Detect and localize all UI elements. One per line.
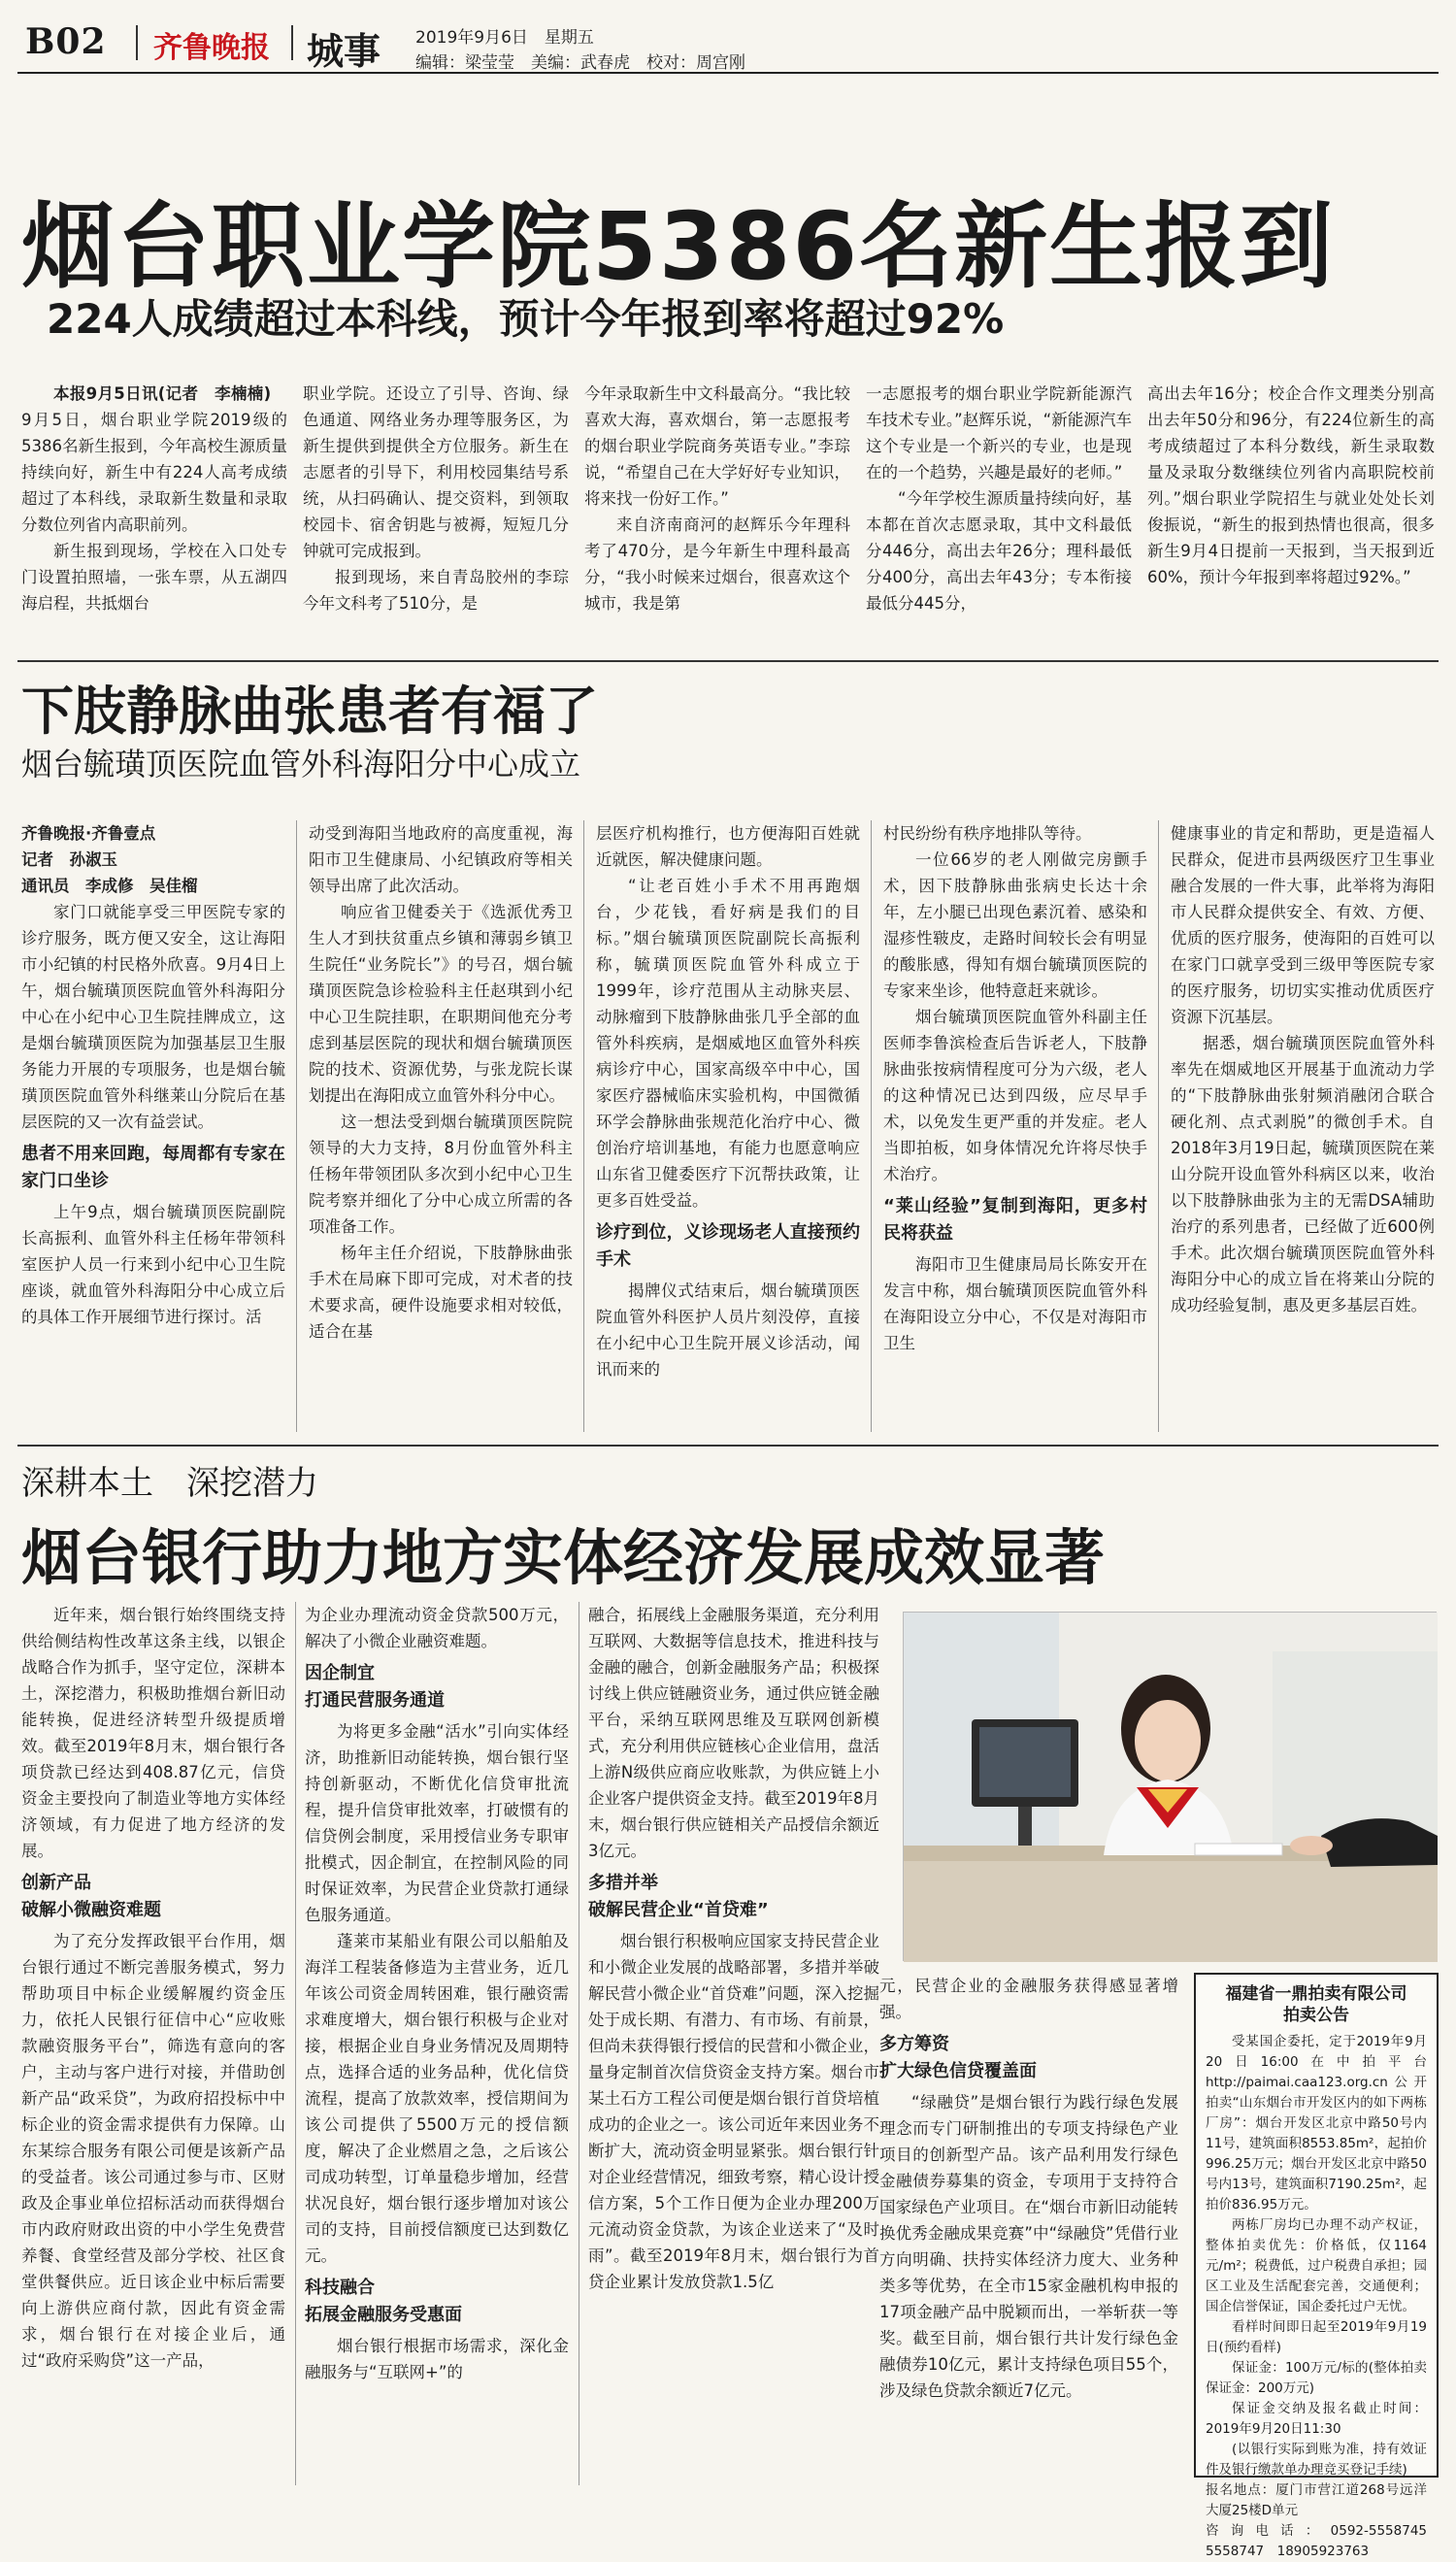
article2-headline: 下肢静脉曲张患者有福了 bbox=[21, 681, 598, 742]
article1-column: 职业学院。还设立了引导、咨询、绿色通道、网络业务办理等服务区，为新生提供到提供全方位服务。新生在志愿者的引导下，利用校园集结号系统，从扫码确认、提交资料，到领取校园卡、宿舍钥匙与被褥，短短几分钟就可完成报到。 报到现场，来自青岛胶州的李琮今年文科考了510分，是 bbox=[303, 384, 569, 613]
section-name: 城事 bbox=[307, 30, 381, 73]
bank-counter-photo bbox=[903, 1612, 1437, 1961]
newspaper-logo: 齐鲁晚报 bbox=[153, 31, 270, 65]
article2-column: 动受到海阳当地政府的高度重视，海阳市卫生健康局、小纪镇政府等相关领导出席了此次活动。 响应省卫健委关于《选派优秀卫生人才到扶贫重点乡镇和薄弱乡镇卫生院任“业务院长”》的号召，烟台毓璜顶医院急诊检验科主任赵琪到小纪中心卫生院挂职，在职期间他充分考虑到基层医院的现状和烟台毓璜顶医院的技术、资源优势，与张龙院长谋划提出在海阳成立血管外科分中心。 这一想法受到烟台毓璜顶医院院领导的大力支持，8月份血管外科主任杨年带领团队多次到小纪中心卫生院考察并细化了分中心成立所需的各项准备工作。 杨年主任介绍说，下肢静脉曲张手术在局麻下即可完成，对术者的技术要求高，硬件设施要求相对较低，适合在基 bbox=[309, 824, 573, 1341]
article1-subheadline: 224人成绩超过本科线，预计今年报到率将超过92% bbox=[47, 295, 1005, 343]
editors-credit: 编辑：梁莹莹 美编：武春虎 校对：周宫刚 bbox=[415, 53, 745, 73]
section-divider bbox=[17, 660, 1439, 662]
page-number: B02 bbox=[25, 21, 107, 62]
article1-headline: 烟台职业学院5386名新生报到 bbox=[21, 192, 1336, 301]
article3-kicker: 深耕本土 深挖潜力 bbox=[21, 1464, 318, 1503]
article2-column: 健康事业的肯定和帮助，更是造福人民群众，促进市县两级医疗卫生事业融合发展的一件大事，此举将为海阳市人民群众提供安全、有效、方便、优质的医疗服务，使海阳的百姓可以在家门口就享受到三级甲等医院专家的医疗服务，切切实实推动优质医疗资源下沉基层。 据悉，烟台毓璜顶医院血管外科率先在烟威地区开展基于血流动力学的“下肢静脉曲张射频消融闭合联合硬化剂、点式剥脱”的微创手术。自2018年3月19日起，毓璜顶医院在莱山分院开设血管外科病区以来，收治以下肢静脉曲张为主的无需DSA辅助治疗的系列患者，已经做了近600例手术。此次烟台毓璜顶医院血管外科海阳分中心的成立旨在将莱山分院的成功经验复制，惠及更多基层百姓。 bbox=[1171, 824, 1435, 1314]
article2-column: 村民纷纷有秩序地排队等待。 一位66岁的老人刚做完房颤手术，因下肢静脉曲张病史长达十余年，左小腿已出现色素沉着、感染和湿疹性皲皮，走路时间较长会有明显的酸胀感，得知有烟台毓璜顶医院的专家来坐诊，他特意赶来就诊。 烟台毓璜顶医院血管外科副主任医师李鲁滨检查后告诉老人，下肢静脉曲张按病情程度可分为六级，老人的这种情况已达到四级，应尽早手术，以免发生更严重的并发症。老人当即拍板，如身体情况允许将尽快手术治疗。 “莱山经验”复制到海阳，更多村民将获益 海阳市卫生健康局局长陈安开在发言中称，烟台毓璜顶医院血管外科在海阳设立分中心，不仅是对海阳市卫生 bbox=[883, 824, 1147, 1352]
article2-column: 齐鲁晚报·齐鲁壹点 记者 孙淑玉 通讯员 李成修 吴佳榴 家门口就能享受三甲医院专家的诊疗服务，既方便又安全，这让海阳市小纪镇的村民格外欣喜。9月4日上午，烟台毓璜顶医院血管外科海阳分中心在小纪中心卫生院挂牌成立，这是烟台毓璜顶医院为加强基层卫生服务能力开展的专项服务，也是烟台毓璜顶医院血管外科继莱山分院后在基层医院的又一次有益尝试。 患者不用来回跑，每周都有专家在家门口坐诊 上午9点，烟台毓璜顶医院副院长高振利、血管外科主任杨年带领科室医护人员一行来到小纪中心卫生院座谈，就血管外科海阳分中心成立后的具体工作开展细节进行探讨。活 bbox=[21, 824, 285, 1326]
article3-column: 为企业办理流动资金贷款500万元，解决了小微企业融资难题。 因企制宜 打通民营服务通道 为将更多金融“活水”引向实体经济，助推新旧动能转换，烟台银行坚持创新驱动，不断优化信贷审批流程，提升信贷审批效率，打破惯有的信贷例会制度，采用授信业务专职审批模式，因企制宜，在控制风险的同时保证效率，为民营企业贷款打通绿色服务通道。 蓬莱市某船业有限公司以船舶及海洋工程装备修造为主营业务，近几年该公司资金周转困难，银行融资需求难度增大，烟台银行积极与企业对接，根据企业自身业务情况及周期特点，选择合适的业务品种，优化信贷流程，提高了放款效率，授信期间为该公司提供了5500万元的授信额度，解决了企业燃眉之急，之后该公司成功转型，订单量稳步增加，经营状况良好，烟台银行逐步增加对该公司的支持，目前授信额度已达到数亿元。 科技融合 拓展金融服务受惠面 烟台银行根据市场需求，深化金融服务与“互联网+”的 bbox=[305, 1606, 569, 2381]
column-rule bbox=[1158, 820, 1159, 1432]
auction-company: 福建省一鼎拍卖有限公司 bbox=[1225, 1984, 1407, 2004]
auction-notice bbox=[1194, 1973, 1440, 2559]
column-rule bbox=[871, 820, 872, 1432]
masthead-divider bbox=[136, 25, 138, 60]
column-rule bbox=[583, 820, 584, 1432]
article2-subheadline: 烟台毓璜顶医院血管外科海阳分中心成立 bbox=[21, 746, 581, 782]
bank-teller-illustration bbox=[904, 1613, 1438, 1962]
article3-column: 元，民营企业的金融服务获得感显著增强。 多方筹资 扩大绿色信贷覆盖面 “绿融贷”是烟台银行为践行绿色发展理念而专门研制推出的专项支持绿色产业项目的创新型产品。该产品利用发行绿色金融债券募集的资金，专项用于支持符合国家绿色产业项目。在“烟台市新旧动能转换优秀金融成果竞赛”中“绿融贷”凭借行业方向明确、扶持实体经济力度大、业务种类多等优势，在全市15家金融机构申报的17项金融产品中脱颖而出，一举斩获一等奖。截至目前，烟台银行共计发行绿色金融债券10亿元，累计支持绿色项目55个，涉及绿色贷款余额近7亿元。 bbox=[879, 1977, 1178, 2400]
issue-date: 2019年9月6日 星期五 bbox=[415, 28, 594, 48]
article1-column: 今年录取新生中文科最高分。“我比较喜欢大海，喜欢烟台，第一志愿报考的烟台职业学院商务英语专业。”李琮说，“希望自己在大学好好专业知识，将来找一份好工作。” 来自济南商河的赵辉乐今年理科考了470分，是今年新生中理科最高分，“我小时候来过烟台，很喜欢这个城市，我是第 bbox=[584, 384, 850, 613]
article3-column: 近年来，烟台银行始终围绕支持供给侧结构性改革这条主线，以银企战略合作为抓手，坚守定位，深耕本土，深挖潜力，积极助推烟台新旧动能转换，促进经济转型升级提质增效。截至2019年8月末，烟台银行各项贷款已经达到408.87亿元，信贷资金主要投向了制造业等地方实体经济领域，有力促进了地方经济的发展。 创新产品 破解小微融资难题 为了充分发挥政银平台作用，烟台银行通过不断完善服务模式，努力帮助项目中标企业缓解履约资金压力，依托人民银行征信中心“应收账款融资服务平台”，筛选有意向的客户，主动与客户进行对接，并借助创新产品“政采贷”，为政府招投标中中标企业的资金需求提供有力保障。山东某综合服务有限公司便是该新产品的受益者。该公司通过参与市、区财政及企事业单位招标活动而获得烟台市内政府财政出资的中小学生免费营养餐、食堂经营及部分学校、社区食堂供餐供应。近日该企业中标后需要向上游供应商付款，因此有资金需求，烟台银行在对接企业后，通过“政府采购贷”这一产品， bbox=[21, 1606, 285, 2370]
article1-column: 本报9月5日讯(记者 李楠楠) 9月5日，烟台职业学院2019级的5386名新生报到，今年高校生源质量持续向好，新生中有224人高考成绩超过了本科线，录取新生数量和录取分数位列省内高职前列。 新生报到现场，学校在入口处专门设置拍照墙，一张车票，从五湖四海启程，共抵烟台 bbox=[21, 384, 288, 613]
column-rule bbox=[296, 820, 297, 1432]
article1-column: 一志愿报考的烟台职业学院新能源汽车技术专业。”赵辉乐说，“新能源汽车这个专业是一个新兴的专业，也是现在的一个趋势，兴趣是最好的老师。” “今年学校生源质量持续向好，基本都在首次志愿录取，其中文科最低分446分，高出去年26分；理科最低分400分，高出去年43分；专本衔接最低分445分， bbox=[866, 384, 1132, 613]
article2-column: 层医疗机构推行，也方便海阳百姓就近就医，解决健康问题。 “让老百姓小手术不用再跑烟台，少花钱，看好病是我们的目标。”烟台毓璜顶医院副院长高振利称，毓璜顶医院血管外科成立于1999年，诊疗范围从主动脉夹层、动脉瘤到下肢静脉曲张几乎全部的血管外科疾病，是烟威地区血管外科疾病诊疗中心，国家高级卒中中心，国家医疗器械临床实验机构，中国微循环学会静脉曲张规范化治疗中心、微创治疗培训基地，有能力也愿意响应山东省卫健委医疗下沉帮扶政策，让更多百姓受益。 诊疗到位，义诊现场老人直接预约手术 揭牌仪式结束后，烟台毓璜顶医院血管外科医护人员片刻没停，直接在小纪中心卫生院开展义诊活动，闻讯而来的 bbox=[596, 824, 860, 1379]
article3-headline: 烟台银行助力地方实体经济发展成效显著 bbox=[21, 1522, 1106, 1593]
column-rule bbox=[295, 1602, 296, 2485]
auction-notice-title: 拍卖公告 bbox=[1283, 2006, 1349, 2025]
auction-notice-body: 受某国企委托，定于2019年9月20日16:00在中拍平台http://paimai.caa123.org.cn公开拍卖“山东烟台市开发区内的如下两栋厂房”：烟台开发区北京中路50号内11号，建筑面积8553.85m²，起拍价996.25万元；烟台开发区北京中路50号内13号，建筑面积7190.25m²，起拍价836.95万元。 两栋厂房均已办理不动产权证，整体拍卖优先：价格低，仅1164元/m²；税费低，过户税费自承担；园区工业及生活配套完善，交通便利；国企信誉保证，国企委托过户无忧。 看样时间即日起至2019年9月19日(预约看样) 保证金：100万元/标的(整体拍卖保证金：200万元) 保证金交纳及报名截止时间：2019年9月20日11:30 (以银行实际到账为准，持有效证件及银行缴款单办理竞买登记手续) 报名地点：厦门市营江道268号远洋大厦25楼D单元 咨询电话：0592-5558745 5558747 18905923763 bbox=[1206, 2034, 1440, 2559]
article1-column: 高出去年16分；校企合作文理类分别高出去年50分和96分，有224位新生的高考成绩超过了本科分数线，新生录取数量及录取分数继续位列省内高职院校前列。”烟台职业学院招生与就业处处长刘俊振说，“新生的报到热情也很高，很多新生9月4日提前一天报到，当天报到近60%，预计今年报到率将超过92%。” bbox=[1147, 384, 1435, 586]
masthead-divider bbox=[291, 25, 293, 60]
article3-column: 融合，拓展线上金融服务渠道，充分利用互联网、大数据等信息技术，推进科技与金融的融合，创新金融服务产品；积极探讨线上供应链融资业务，通过供应链金融平台，采纳互联网思维及互联网创新模式，充分利用供应链核心企业信用，盘活上游N级供应商应收账款，为供应链上小企业客户提供资金支持。截至2019年8月末，烟台银行供应链相关产品授信余额近3亿元。 多措并举 破解民营企业“首贷难” 烟台银行积极响应国家支持民营企业和小微企业发展的战略部署，多措并举破解民营小微企业“首贷难”问题，深入挖掘处于成长期、有潜力、有市场、有前景，但尚未获得银行授信的民营和小微企业，量身定制首次信贷资金支持方案。烟台市某土石方工程公司便是烟台银行首贷培植成功的企业之一。该公司近年来因业务不断扩大，流动资金明显紧张。烟台银行针对企业经营情况，细致考察，精心设计授信方案，5个工作日便为企业办理200万元流动资金贷款，为该企业送来了“及时雨”。截至2019年8月末，烟台银行为首贷企业累计发放贷款1.5亿 bbox=[588, 1606, 879, 2291]
masthead bbox=[17, 14, 1439, 74]
section-divider bbox=[17, 1445, 1439, 1447]
